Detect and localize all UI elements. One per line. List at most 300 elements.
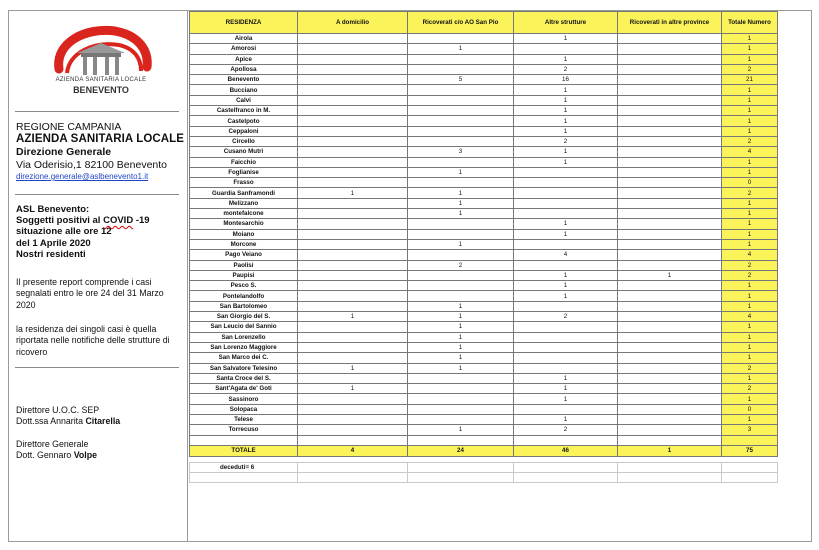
count-cell [298, 64, 408, 74]
count-cell [298, 414, 408, 424]
count-cell [408, 54, 514, 64]
region-label: REGIONE CAMPANIA [16, 121, 122, 133]
table-row [190, 270, 778, 280]
count-cell [618, 198, 722, 208]
count-cell [298, 126, 408, 136]
empty-cell [298, 472, 408, 482]
director-title: Direttore U.O.C. SEP [16, 405, 100, 415]
count-cell: 2 [514, 425, 618, 435]
count-cell [408, 95, 514, 105]
count-cell [408, 229, 514, 239]
table-row [190, 126, 778, 136]
table-row [190, 188, 778, 198]
count-cell: 1 [514, 126, 618, 136]
count-cell [408, 136, 514, 146]
count-cell: 1 [514, 147, 618, 157]
director-name-line [16, 416, 120, 427]
count-cell: 1 [514, 373, 618, 383]
municipality-cell: Bucciano [190, 85, 298, 95]
municipality-cell: Sassinoro [190, 394, 298, 404]
count-cell [298, 178, 408, 188]
municipality-cell: Telese [190, 414, 298, 424]
municipality-cell: Paupisi [190, 270, 298, 280]
director-general [16, 439, 97, 462]
municipality-cell: Santa Croce del S. [190, 373, 298, 383]
municipality-cell: San Giorgio del S. [190, 312, 298, 322]
table-row [190, 44, 778, 54]
count-cell [298, 425, 408, 435]
residence-note: la residenza dei singoli casi è quella riportata nelle notifiche delle strutture di ricovero [16, 324, 170, 357]
municipality-cell: Airola [190, 34, 298, 44]
count-cell [408, 270, 514, 280]
divider [15, 367, 179, 368]
table-row [190, 260, 778, 270]
left-panel [9, 11, 188, 541]
count-cell: 1 [408, 342, 514, 352]
count-cell: 2 [722, 188, 778, 198]
table-row [190, 250, 778, 260]
table-row [190, 85, 778, 95]
municipality-cell: San Lorenzo Maggiore [190, 342, 298, 352]
municipality-cell: Benevento [190, 75, 298, 85]
count-cell [618, 414, 722, 424]
empty-cell [514, 472, 618, 482]
covid-word: COVID [103, 215, 134, 227]
count-cell [618, 425, 722, 435]
municipality-cell: Morcone [190, 239, 298, 249]
table-row [190, 157, 778, 167]
table-row [190, 342, 778, 352]
municipality-cell: Apice [190, 54, 298, 64]
municipality-cell: San Marco dei C. [190, 353, 298, 363]
deceased-row [190, 462, 778, 472]
count-cell [618, 64, 722, 74]
count-cell [618, 353, 722, 363]
municipality-cell: Circello [190, 136, 298, 146]
municipality-cell: Calvi [190, 95, 298, 105]
count-cell: 1 [514, 106, 618, 116]
count-cell [618, 34, 722, 44]
count-cell [618, 301, 722, 311]
empty-cell [722, 435, 778, 445]
count-cell: 1 [514, 394, 618, 404]
count-cell: 1 [408, 209, 514, 219]
heading-line [16, 215, 150, 226]
count-cell [618, 342, 722, 352]
count-cell [618, 363, 722, 373]
count-cell [514, 198, 618, 208]
count-cell: 1 [722, 239, 778, 249]
count-cell [408, 116, 514, 126]
count-cell [298, 209, 408, 219]
count-cell: 16 [514, 75, 618, 85]
municipality-cell: montefalcone [190, 209, 298, 219]
table-row [190, 198, 778, 208]
count-cell: 1 [408, 322, 514, 332]
table-row [190, 167, 778, 177]
column-header: Ricoverati c/o AO San Pio [408, 12, 514, 34]
table-row [190, 301, 778, 311]
count-cell [618, 260, 722, 270]
municipality-cell: Foglianise [190, 167, 298, 177]
count-cell: 1 [408, 353, 514, 363]
count-cell: 2 [722, 363, 778, 373]
count-cell [618, 229, 722, 239]
count-cell: 1 [514, 34, 618, 44]
count-cell [298, 85, 408, 95]
count-cell [408, 291, 514, 301]
table-row [190, 322, 778, 332]
table-row [190, 116, 778, 126]
count-cell [514, 363, 618, 373]
count-cell [408, 394, 514, 404]
count-cell: 1 [514, 229, 618, 239]
count-cell [514, 188, 618, 198]
table-row [190, 384, 778, 394]
count-cell: 1 [408, 301, 514, 311]
count-cell: 5 [408, 75, 514, 85]
empty-cell [408, 462, 514, 472]
table-row [190, 239, 778, 249]
count-cell: 2 [722, 384, 778, 394]
count-cell [298, 301, 408, 311]
municipality-cell: Solopaca [190, 404, 298, 414]
count-cell [618, 332, 722, 342]
table-row [190, 332, 778, 342]
count-cell [514, 239, 618, 249]
count-cell [618, 116, 722, 126]
count-cell [298, 167, 408, 177]
table-row [190, 64, 778, 74]
empty-cell [618, 435, 722, 445]
count-cell [298, 106, 408, 116]
count-cell [514, 404, 618, 414]
table-row [190, 312, 778, 322]
count-cell: 2 [514, 64, 618, 74]
table-row [190, 425, 778, 435]
count-cell: 1 [408, 188, 514, 198]
count-cell: 3 [722, 425, 778, 435]
count-cell [618, 373, 722, 383]
empty-cell [298, 435, 408, 445]
municipality-cell: San Lorenzello [190, 332, 298, 342]
count-cell [298, 136, 408, 146]
director-sep [16, 405, 120, 428]
count-cell [618, 250, 722, 260]
table-row [190, 394, 778, 404]
count-cell [408, 85, 514, 95]
direzione-label: Direzione Generale [16, 146, 112, 158]
empty-cell [190, 435, 298, 445]
count-cell: 1 [722, 414, 778, 424]
report-heading [16, 204, 150, 260]
count-cell: 2 [514, 312, 618, 322]
count-cell [514, 301, 618, 311]
count-cell [298, 394, 408, 404]
count-cell [298, 198, 408, 208]
cases-table [189, 11, 778, 483]
municipality-cell: Melizzano [190, 198, 298, 208]
count-cell: 1 [298, 188, 408, 198]
count-cell: 1 [722, 291, 778, 301]
count-cell [298, 239, 408, 249]
table-row [190, 363, 778, 373]
count-cell: 4 [722, 147, 778, 157]
count-cell: 1 [722, 301, 778, 311]
count-cell [298, 404, 408, 414]
count-cell: 1 [514, 85, 618, 95]
count-cell: 1 [514, 270, 618, 280]
divider [15, 111, 179, 112]
director-surname: Citarella [85, 416, 121, 427]
municipality-cell: San Leucio del Sannio [190, 322, 298, 332]
count-cell [514, 342, 618, 352]
municipality-cell: Apollosa [190, 64, 298, 74]
column-header: Altre strutture [514, 12, 618, 34]
empty-cell [190, 472, 298, 482]
count-cell [618, 394, 722, 404]
municipality-cell: Sant'Agata de' Goti [190, 384, 298, 394]
count-cell: 1 [722, 353, 778, 363]
count-cell [618, 85, 722, 95]
count-cell [514, 167, 618, 177]
municipality-cell: Pontelandolfo [190, 291, 298, 301]
count-cell [408, 34, 514, 44]
count-cell: 1 [408, 312, 514, 322]
count-cell [298, 373, 408, 383]
count-cell: 1 [298, 384, 408, 394]
count-cell: 1 [722, 322, 778, 332]
table-row [190, 291, 778, 301]
report-note: Il presente report comprende i casi segnalati entro le ore 24 del 31 Marzo 2020 [16, 277, 164, 310]
count-cell [514, 353, 618, 363]
count-cell: 1 [722, 198, 778, 208]
count-cell [408, 157, 514, 167]
count-cell [514, 178, 618, 188]
count-cell [618, 126, 722, 136]
empty-cell [722, 472, 778, 482]
table-row [190, 75, 778, 85]
municipality-cell: Cusano Mutri [190, 147, 298, 157]
deceased-cell: deceduti= 6 [190, 462, 298, 472]
count-cell [618, 157, 722, 167]
count-cell [298, 54, 408, 64]
municipality-cell: Castelpoto [190, 116, 298, 126]
count-cell: 1 [722, 95, 778, 105]
heading-text: -19 [133, 215, 150, 227]
count-cell [298, 95, 408, 105]
count-cell [514, 44, 618, 54]
municipality-cell: San Salvatore Telesino [190, 363, 298, 373]
count-cell [298, 332, 408, 342]
count-cell: 0 [722, 178, 778, 188]
count-cell: 4 [514, 250, 618, 260]
count-cell [298, 270, 408, 280]
total-cell: 46 [514, 445, 618, 456]
empty-cell [722, 462, 778, 472]
count-cell: 1 [408, 425, 514, 435]
table-row [190, 219, 778, 229]
count-cell [298, 322, 408, 332]
director-name-line [16, 450, 97, 461]
municipality-cell: Amorosi [190, 44, 298, 54]
asl-title: AZIENDA SANITARIA LOCALE [16, 133, 185, 145]
municipality-cell: Montesarchio [190, 219, 298, 229]
count-cell [298, 281, 408, 291]
count-cell [408, 178, 514, 188]
heading-line: del 1 Aprile 2020 [16, 237, 91, 249]
table-row [190, 281, 778, 291]
count-cell [298, 116, 408, 126]
director-prefix: Dott. Gennaro [16, 450, 74, 461]
count-cell [298, 219, 408, 229]
municipality-cell: Ceppaloni [190, 126, 298, 136]
table-row [190, 34, 778, 44]
count-cell [618, 219, 722, 229]
count-cell: 1 [722, 209, 778, 219]
count-cell: 21 [722, 75, 778, 85]
count-cell [618, 281, 722, 291]
count-cell [408, 219, 514, 229]
municipality-cell: Guardia Sanframondi [190, 188, 298, 198]
count-cell: 1 [722, 116, 778, 126]
count-cell [298, 34, 408, 44]
count-cell [408, 250, 514, 260]
table-row [190, 147, 778, 157]
count-cell [618, 209, 722, 219]
email-link[interactable]: direzione.generale@aslbenevento1.it [16, 172, 149, 181]
column-header: RESIDENZA [190, 12, 298, 34]
count-cell: 4 [722, 312, 778, 322]
table-header-row [190, 12, 778, 34]
count-cell [408, 384, 514, 394]
table-row [190, 106, 778, 116]
count-cell: 1 [722, 167, 778, 177]
table-row [190, 353, 778, 363]
count-cell: 1 [722, 229, 778, 239]
column-header: Totale Numero [722, 12, 778, 34]
logo-name: AZIENDA SANITARIA LOCALE [55, 77, 147, 83]
municipality-cell: Paolisi [190, 260, 298, 270]
count-cell: 1 [722, 157, 778, 167]
count-cell [618, 147, 722, 157]
count-cell [408, 106, 514, 116]
count-cell: 1 [722, 34, 778, 44]
count-cell [618, 44, 722, 54]
empty-cell [618, 472, 722, 482]
empty-cell [618, 462, 722, 472]
count-cell: 1 [722, 281, 778, 291]
table-row [190, 414, 778, 424]
count-cell: 1 [408, 363, 514, 373]
count-cell [298, 157, 408, 167]
count-cell: 2 [408, 260, 514, 270]
empty-cell [298, 462, 408, 472]
count-cell [618, 312, 722, 322]
count-cell [298, 353, 408, 363]
count-cell [408, 373, 514, 383]
count-cell: 1 [408, 332, 514, 342]
table-row [190, 209, 778, 219]
count-cell: 0 [722, 404, 778, 414]
heading-line: situazione alle ore 12 [16, 226, 112, 238]
table-row [190, 95, 778, 105]
count-cell [618, 404, 722, 414]
count-cell: 1 [722, 342, 778, 352]
column-header: A domicilio [298, 12, 408, 34]
empty-cell [408, 435, 514, 445]
count-cell: 3 [408, 147, 514, 157]
count-cell: 1 [514, 54, 618, 64]
spacer-row [190, 435, 778, 445]
count-cell: 1 [514, 414, 618, 424]
director-surname: Volpe [73, 450, 98, 461]
count-cell: 1 [514, 281, 618, 291]
count-cell: 2 [722, 270, 778, 280]
count-cell [298, 147, 408, 157]
count-cell: 1 [618, 270, 722, 280]
count-cell [298, 229, 408, 239]
heading-line: ASL Benevento: [16, 204, 90, 215]
count-cell [408, 281, 514, 291]
total-cell: 4 [298, 445, 408, 456]
count-cell [298, 44, 408, 54]
count-cell: 1 [514, 219, 618, 229]
count-cell [298, 75, 408, 85]
count-cell: 1 [514, 291, 618, 301]
count-cell: 2 [722, 136, 778, 146]
totals-row [190, 445, 778, 456]
count-cell [298, 260, 408, 270]
count-cell: 1 [722, 332, 778, 342]
director-title: Direttore Generale [16, 439, 89, 449]
count-cell: 1 [408, 167, 514, 177]
municipality-cell: Frasso [190, 178, 298, 188]
count-cell: 1 [514, 157, 618, 167]
count-cell: 1 [722, 106, 778, 116]
count-cell [514, 322, 618, 332]
table-row [190, 373, 778, 383]
count-cell [618, 106, 722, 116]
table-row [190, 178, 778, 188]
municipality-cell: Castelfranco in M. [190, 106, 298, 116]
count-cell [618, 178, 722, 188]
count-cell [408, 414, 514, 424]
count-cell: 1 [298, 312, 408, 322]
asl-logo-icon [45, 23, 155, 109]
count-cell [298, 250, 408, 260]
count-cell: 1 [514, 95, 618, 105]
municipality-cell: Faicchio [190, 157, 298, 167]
count-cell: 2 [722, 260, 778, 270]
municipality-cell: Pago Veiano [190, 250, 298, 260]
empty-cell [514, 462, 618, 472]
heading-text: Soggetti positivi al [16, 215, 104, 227]
table-row [190, 54, 778, 64]
count-cell: 1 [298, 363, 408, 373]
count-cell: 1 [722, 219, 778, 229]
count-cell: 1 [514, 116, 618, 126]
count-cell: 2 [722, 64, 778, 74]
table-row [190, 229, 778, 239]
count-cell [618, 54, 722, 64]
count-cell [298, 291, 408, 301]
count-cell [514, 332, 618, 342]
table-row [190, 136, 778, 146]
count-cell: 1 [514, 384, 618, 394]
count-cell [298, 342, 408, 352]
empty-cell [408, 472, 514, 482]
